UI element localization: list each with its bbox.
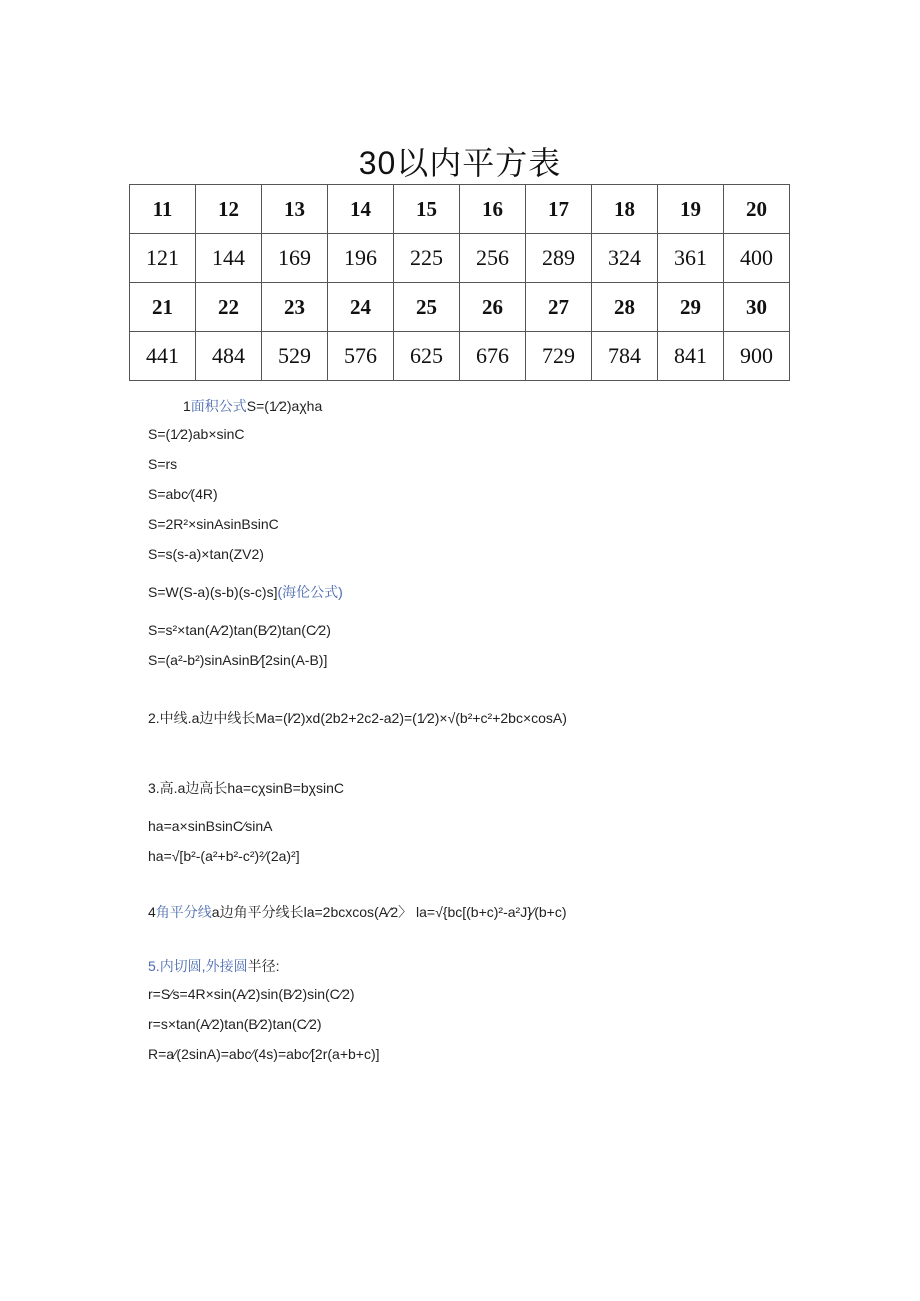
table-cell: 27 xyxy=(526,283,592,332)
formula-line: S=rs xyxy=(148,456,178,472)
formula-text: a边角平分线长la=2bcxcos(A⁄2〉 la=√{bc[(b+c)²-a²J}⁄(b+c) xyxy=(211,904,567,920)
table-cell: 11 xyxy=(130,185,196,234)
formula-line: S=2R²×sinAsinBsinC xyxy=(148,516,279,532)
formula-line: ha=a×sinBsinC⁄sinA xyxy=(148,818,273,834)
table-cell: 441 xyxy=(130,332,196,381)
section-label: 面积公式 xyxy=(190,398,247,414)
table-cell: 12 xyxy=(196,185,262,234)
table-cell: 16 xyxy=(460,185,526,234)
table-cell: 24 xyxy=(328,283,394,332)
table-cell: 23 xyxy=(262,283,328,332)
table-row xyxy=(130,185,790,234)
heron-label: (海伦公式) xyxy=(277,584,343,600)
formula-text: 半径: xyxy=(247,958,280,974)
formula-height-heading: 3.高.a边高长ha=cχsinB=bχsinC xyxy=(148,780,344,796)
section-label: 角平分线 xyxy=(155,904,212,920)
table-cell: 576 xyxy=(328,332,394,381)
table-cell: 169 xyxy=(262,234,328,283)
section-number: 1 xyxy=(183,398,191,414)
table-cell: 784 xyxy=(592,332,658,381)
formula-bisector xyxy=(148,902,567,922)
table-row xyxy=(130,332,790,381)
formula-line: S=abc⁄(4R) xyxy=(148,486,218,502)
table-cell: 18 xyxy=(592,185,658,234)
table-row xyxy=(130,283,790,332)
formula-line: S=s²×tan(A⁄2)tan(B⁄2)tan(C⁄2) xyxy=(148,622,331,638)
table-cell: 900 xyxy=(724,332,790,381)
table-cell: 676 xyxy=(460,332,526,381)
table-cell: 144 xyxy=(196,234,262,283)
table-cell: 729 xyxy=(526,332,592,381)
table-cell: 324 xyxy=(592,234,658,283)
section-number: 4 xyxy=(148,904,156,920)
section-label: 内切圆,外接圆 xyxy=(159,958,248,974)
formula-line: S=(1⁄2)ab×sinC xyxy=(148,426,245,442)
table-cell: 841 xyxy=(658,332,724,381)
table-cell: 196 xyxy=(328,234,394,283)
table-cell: 289 xyxy=(526,234,592,283)
table-cell: 361 xyxy=(658,234,724,283)
formula-line: ha=√[b²-(a²+b²-c²)²⁄(2a)²] xyxy=(148,848,300,864)
table-cell: 225 xyxy=(394,234,460,283)
table-cell: 400 xyxy=(724,234,790,283)
formula-line: r=s×tan(A⁄2)tan(B⁄2)tan(C⁄2) xyxy=(148,1016,322,1032)
page-title: 30以内平方表 xyxy=(358,145,562,181)
formula-text: S=(1⁄2)aχha xyxy=(246,398,323,414)
table-cell: 28 xyxy=(592,283,658,332)
formula-heron xyxy=(148,582,343,602)
formula-median: 2.中线.a边中线长Ma=(l⁄2)xd(2b2+2c2-a2)=(1⁄2)×√(b²+c²+2bc×cosA) xyxy=(148,710,567,726)
table-cell: 625 xyxy=(394,332,460,381)
table-cell: 26 xyxy=(460,283,526,332)
table-cell: 529 xyxy=(262,332,328,381)
table-cell: 20 xyxy=(724,185,790,234)
table-cell: 17 xyxy=(526,185,592,234)
table-cell: 29 xyxy=(658,283,724,332)
formula-line: r=S⁄s=4R×sin(A⁄2)sin(B⁄2)sin(C⁄2) xyxy=(148,986,355,1002)
table-cell: 484 xyxy=(196,332,262,381)
table-cell: 121 xyxy=(130,234,196,283)
formula-line: S=(a²-b²)sinAsinB⁄[2sin(A-B)] xyxy=(148,652,328,668)
formula-area-heading xyxy=(183,396,322,416)
table-cell: 19 xyxy=(658,185,724,234)
table-cell: 13 xyxy=(262,185,328,234)
table-cell: 15 xyxy=(394,185,460,234)
section-number: 5. xyxy=(148,958,160,974)
table-cell: 22 xyxy=(196,283,262,332)
table-cell: 25 xyxy=(394,283,460,332)
table-cell: 256 xyxy=(460,234,526,283)
formula-line: R=a⁄(2sinA)=abc⁄(4s)=abc⁄[2r(a+b+c)] xyxy=(148,1046,380,1062)
formula-text: S=W(S-a)(s-b)(s-c)s] xyxy=(148,584,278,600)
table-row xyxy=(130,234,790,283)
table-cell: 14 xyxy=(328,185,394,234)
table-cell: 30 xyxy=(724,283,790,332)
table-cell: 21 xyxy=(130,283,196,332)
formula-line: S=s(s-a)×tan(ZV2) xyxy=(148,546,264,562)
squares-table xyxy=(129,184,790,381)
formula-radius-heading xyxy=(148,956,279,976)
